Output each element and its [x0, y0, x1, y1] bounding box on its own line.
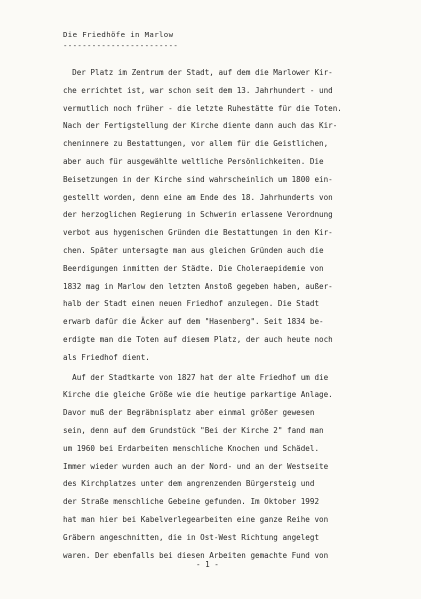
- text-line: gestellt worden, denn eine am Ende des 18. Jahrhunderts von: [63, 192, 333, 202]
- text-line: der Straße menschliche Gebeine gefunden. Im Oktober 1992: [63, 497, 320, 507]
- title-underline: ------------------------: [63, 41, 179, 50]
- text-line: Nach der Fertigstellung der Kirche diente dann auch das Kir-: [63, 121, 338, 131]
- text-line: sein, denn auf dem Grundstück "Bei der Kirche 2" fand man: [63, 426, 324, 435]
- document-title: Die Friedhöfe in Marlow: [63, 30, 174, 39]
- text-line: cheninnere zu Bestattungen, vor allem für die Geistlichen,: [63, 139, 329, 149]
- text-line: chen. Später untersagte man aus gleichen Gründen auch die: [63, 246, 324, 255]
- text-line: Der Platz im Zentrum der Stadt, auf dem die Marlower Kir-: [63, 68, 333, 77]
- text-line: che errichtet ist, war schon seit dem 13. Jahrhundert - und: [63, 85, 333, 95]
- text-line: Gräbern angeschnitten, die in Ost-West Richtung angelegt: [63, 532, 320, 542]
- text-line: 1832 mag in Marlow den letzten Anstoß gegeben haben, außer-: [63, 281, 333, 291]
- text-line: als Friedhof dient.: [63, 352, 150, 362]
- text-line: aber auch für ausgewählte weltliche Persönlichkeiten. Die: [63, 157, 324, 166]
- text-line: Beisetzungen in der Kirche sind wahrscheinlich um 1800 ein-: [63, 174, 333, 184]
- text-line: erdigte man die Toten auf diesem Platz, der auch heute noch: [63, 335, 333, 344]
- text-line: um 1960 bei Erdarbeiten menschliche Knochen und Schädel.: [63, 443, 320, 453]
- text-line: Auf der Stadtkarte von 1827 hat der alte Friedhof um die: [63, 372, 329, 382]
- text-line: verbot aus hygenischen Gründen die Bestattungen in den Kir-: [63, 228, 333, 238]
- text-line: Kirche die gleiche Größe wie die heutige parkartige Anlage.: [63, 390, 333, 400]
- page-number: - 1 -: [196, 560, 219, 569]
- text-line: hat man hier bei Kabelverlegearbeiten eine ganze Reihe von: [63, 515, 329, 524]
- text-line: Immer wieder wurden auch an der Nord- und an der Westseite: [63, 461, 329, 471]
- text-line: erwarb dafür die Äcker auf dem "Hasenberg". Seit 1834 be-: [63, 317, 324, 327]
- text-line: Beerdigungen inmitten der Städte. Die Choleraepidemie von: [63, 263, 324, 273]
- text-line: Davor muß der Begräbnisplatz aber einmal größer gewesen: [63, 408, 315, 418]
- text-line: halb der Stadt einen neuen Friedhof anzulegen. Die Stadt: [63, 299, 320, 309]
- text-line: des Kirchplatzes unter dem angrenzenden Bürgersteig und: [63, 479, 315, 489]
- text-line: vermutlich noch früher - die letzte Ruhestätte für die Toten.: [63, 103, 342, 113]
- text-line: der herzoglichen Regierung in Schwerin erlassene Verordnung: [63, 210, 333, 220]
- text-line: waren. Der ebenfalls bei diesen Arbeiten gemachte Fund von: [63, 550, 329, 560]
